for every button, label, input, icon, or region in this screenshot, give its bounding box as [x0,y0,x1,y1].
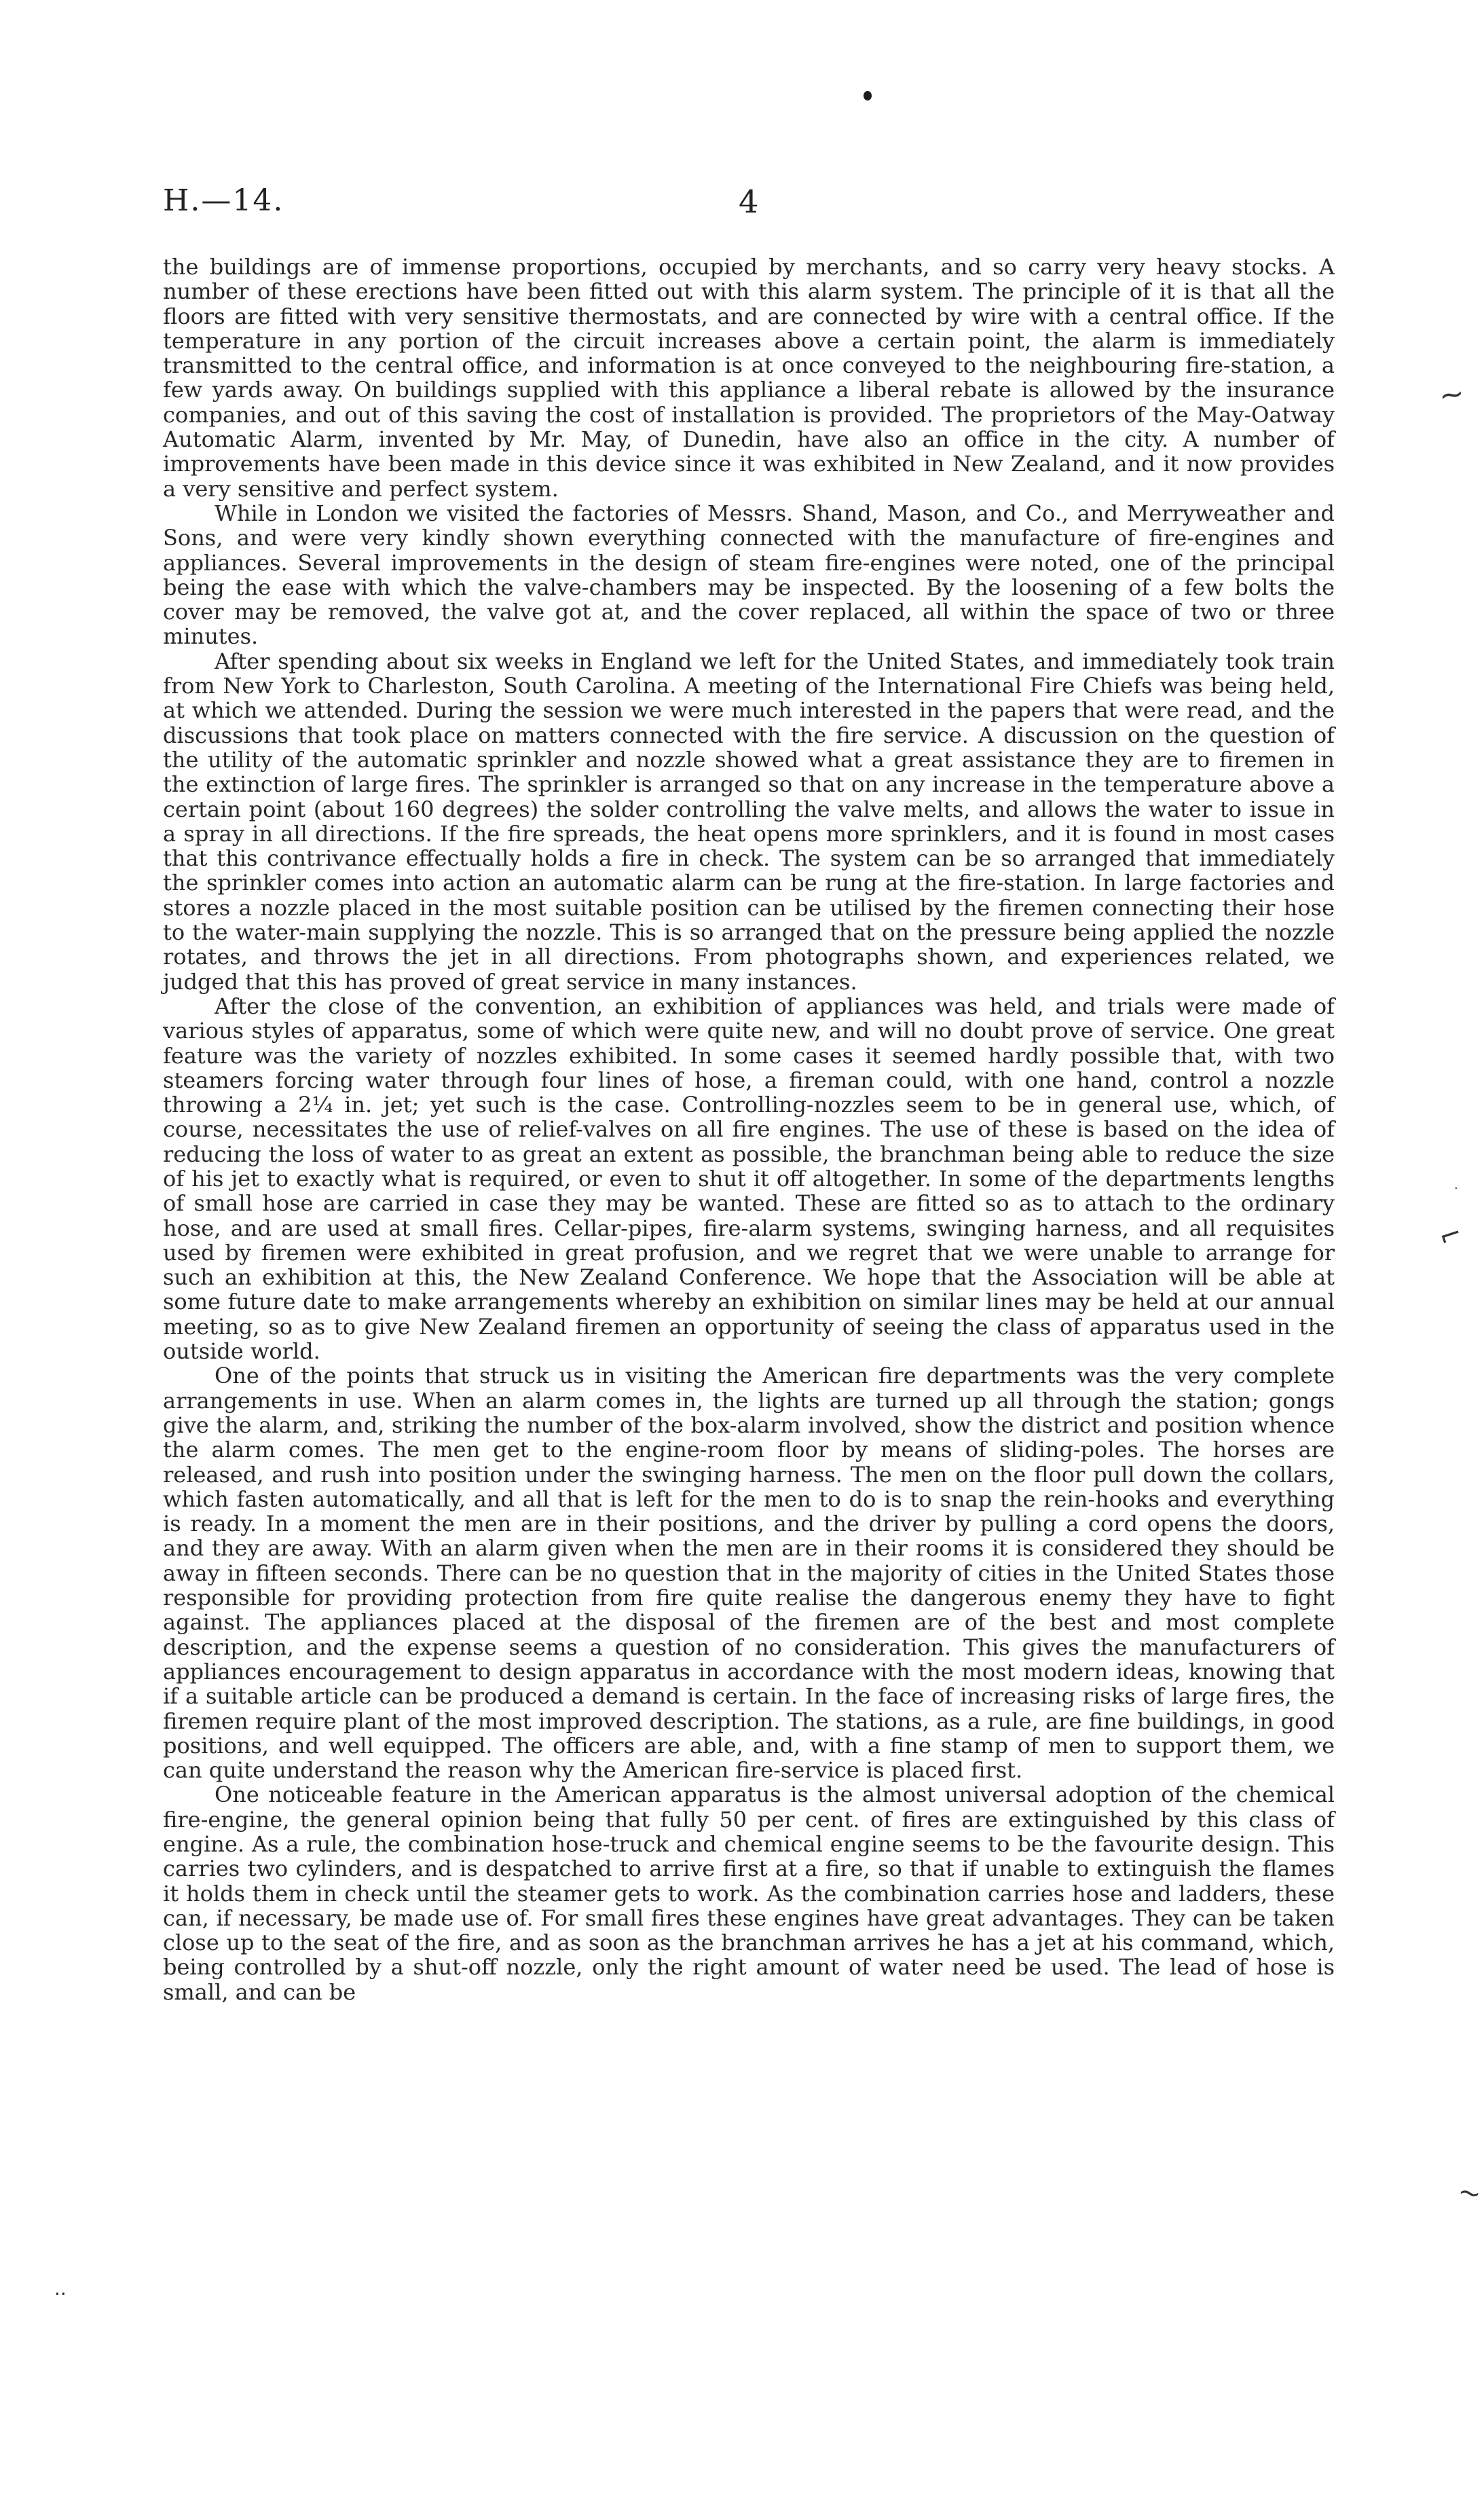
paragraph-chemical-engine: One noticeable feature in the American apparatus is the almost universal adoption of the chemical fire-engine, the general opinion being that fully 50 per cent. of fires are extinguished by this class of engine. As a rule, the combination hose-truck and chemical engine seems to be the favourite design. This carries two cylinders, and is despatched to arrive first at a fire, so that if unable to extinguish the flames it holds them in check until the steamer gets to work. As the combination carries hose and ladders, these can, if necessary, be made use of. For small fires these engines have great advantages. They can be taken close up to the seat of the fire, and as soon as the branchman arrives he has a jet at his command, which, being controlled by a shut-off nozzle, only the right amount of water need be used. The lead of hose is small, and can be [163,1782,1335,2005]
body-text [163,255,1335,2004]
paragraph-continued: the buildings are of immense proportions, occupied by merchants, and so carry very heavy stocks. A number of these erections have been fitted out with this alarm system. The principle of it is that all the floors are fitted with very sensitive thermostats, and are connected by wire with a central office. If the temperature in any portion of the circuit increases above a certain point, the alarm is immediately transmitted to the central office, and information is at once conveyed to the neighbouring fire-station, a few yards away. On buildings supplied with this appliance a liberal rebate is allowed by the insurance companies, and out of this saving the cost of installation is provided. The proprietors of the May-Oatway Automatic Alarm, invented by Mr. May, of Dunedin, have also an office in the city. A number of improvements have been made in this device since it was exhibited in New Zealand, and it now provides a very sensitive and perfect system. [163,254,1335,502]
paragraph-american-arrangements: One of the points that struck us in visiting the American fire departments was the very complete arrangements in use. When an alarm comes in, the lights are turned up all through the station; gongs give the alarm, and, striking the number of the box-alarm involved, show the district and position whence the alarm comes. The men get to the engine-room floor by means of sliding-poles. The horses are released, and rush into position under the swinging harness. The men on the floor pull down the collars, which fasten automatically, and all that is left for the men to do is to snap the rein-hooks and everything is ready. In a moment the men are in their positions, and the driver by pulling a cord opens the doors, and they are away. With an alarm given when the men are in their rooms it is considered they should be away in fifteen seconds. There can be no question that in the majority of cities in the United States those responsible for providing protection from fire quite realise the dangerous enemy they have to fight against. The appliances placed at the disposal of the firemen are of the best and most complete description, and the expense seems a question of no consideration. This gives the manufacturers of appliances encouragement to design apparatus in accordance with the most modern ideas, knowing that if a suitable article can be produced a demand is certain. In the face of increasing risks of large fires, the firemen require plant of the most improved description. The stations, as a rule, are fine buildings, in good positions, and well equipped. The officers are able, and, with a fine stamp of men to support them, we can quite understand the reason why the American fire-service is placed first. [163,1363,1335,1784]
page-header [0,183,1475,231]
margin-ink-mark: ·· [54,2283,67,2305]
paragraph-exhibition: After the close of the convention, an exhibition of appliances was held, and trials were made of various styles of apparatus, some of which were quite new, and will no doubt prove of service. One great feature was the variety of nozzles exhibited. In some cases it seemed hardly possible that, with two steamers forcing water through four lines of hose, a fireman could, with one hand, control a nozzle throwing a 2¼ in. jet; yet such is the case. Controlling-nozzles seem to be in general use, which, of course, necessitates the use of relief-valves on all fire engines. The use of these is based on the idea of reducing the loss of water to as great an extent as possible, the branchman being able to reduce the size of his jet to exactly what is required, or even to shut it off altogether. In some of the departments lengths of small hose are carried in case they may be wanted. These are fitted so as to attach to the ordinary hose, and are used at small fires. Cellar-pipes, fire-alarm systems, swinging harness, and all requisites used by firemen were exhibited in great profusion, and we regret that we were unable to arrange for such an exhibition at this, the New Zealand Conference. We hope that the Association will be able at some future date to make arrangements whereby an exhibition on similar lines may be held at our annual meeting, so as to give New Zealand firemen an opportunity of seeing the class of apparatus used in the outside world. [163,993,1335,1365]
margin-ink-mark: ~ [1455,2175,1484,2211]
margin-ink-mark: · [1454,1181,1458,1196]
stray-ink-dot [864,91,872,100]
margin-ink-mark: ~ [1436,375,1467,414]
page-number: 4 [739,183,759,220]
paragraph-fire-chiefs-meeting: After spending about six weeks in England we left for the United States, and immediately took train from New York to Charleston, South Carolina. A meeting of the International Fire Chiefs was being held, at which we attended. During the session we were much interested in the papers that were read, and the discussions that took place on matters connected with the fire service. A discussion on the question of the utility of the automatic sprinkler and nozzle showed what a great assistance they are to firemen in the extinction of large fires. The sprinkler is arranged so that on any increase in the temperature above a certain point (about 160 degrees) the solder controlling the valve melts, and allows the water to issue in a spray in all directions. If the fire spreads, the heat opens more sprinklers, and it is found in most cases that this contrivance effectually holds a fire in check. The system can be so arranged that immediately the sprinkler comes into action an automatic alarm can be rung at the fire-station. In large factories and stores a nozzle placed in the most suitable position can be utilised by the firemen connecting their hose to the water-main supplying the nozzle. This is so arranged that on the pressure being applied the nozzle rotates, and throws the jet in all directions. From photographs shown, and experiences related, we judged that this has proved of great service in many instances. [163,648,1335,995]
document-reference: H.—14. [163,183,284,218]
margin-ink-mark: ⌐ [1434,1217,1466,1255]
paragraph-london-factories: While in London we visited the factories of Messrs. Shand, Mason, and Co., and Merryweather and Sons, and were very kindly shown everything connected with the manufacture of fire-engines and appliances. Several improvements in the design of steam fire-engines were noted, one of the principal being the ease with which the valve-chambers may be inspected. By the loosening of a few bolts the cover may be removed, the valve got at, and the cover replaced, all within the space of two or three minutes. [163,500,1335,650]
